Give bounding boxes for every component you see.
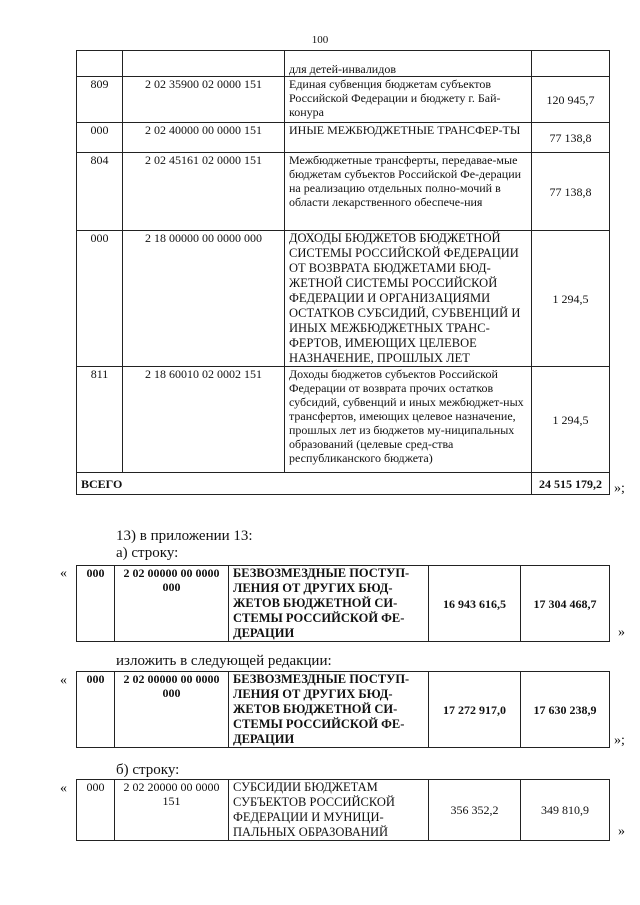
table-cell-text: ДОХОДЫ БЮДЖЕТОВ БЮДЖЕТНОЙ СИСТЕМЫ РОССИЙСКОЙ ФЕДЕРАЦИИ ОТ ВОЗВРАТА БЮДЖЕТАМИ БЮД-ЖЕТНОЙ СИСТЕМЫ РОССИЙСКОЙ ФЕДЕРАЦИИ И ОРГАНИЗАЦИЯМИ ОСТАТКОВ СУБСИДИЙ, СУБВЕНЦИЙ И ИНЫХ МЕЖБЮДЖЕТНЫХ ТРАНС-ФЕРТОВ, ИМЕЮЩИХ ЦЕЛЕВОЕ НАЗНАЧЕНИЕ, ПРОШЛЫХ ЛЕТ [285,231,532,367]
table-cell-value: 77 138,8 [532,153,610,231]
page-number: 100 [311,34,329,46]
subitem-a: а) строку: [116,545,179,561]
table-cell-code: 809 [77,77,123,123]
table-row [77,51,610,77]
subitem-b: б) строку: [116,762,180,778]
open-quote: « [60,566,67,581]
table-cell-kbk: 2 18 00000 00 0000 000 [123,231,285,367]
table-cell-code: 804 [77,153,123,231]
table-cell-kbk: 2 02 20000 00 0000 151 [115,780,229,841]
table-row [77,231,610,367]
table-cell-text: БЕЗВОЗМЕЗДНЫЕ ПОСТУП-ЛЕНИЯ ОТ ДРУГИХ БЮД-ЖЕТОВ БЮДЖЕТНОЙ СИ-СТЕМЫ РОССИЙСКОЙ ФЕ-ДЕРАЦИИ [229,566,429,642]
table-cell-text: для детей-инвалидов [285,51,532,77]
table-cell-value: 17 304 468,7 [521,566,610,642]
table-row [77,77,610,123]
total-value: 24 515 179,2 [532,473,610,495]
close-quote: » [618,824,625,839]
table-cell-value: 77 138,8 [532,123,610,153]
table-cell-kbk: 2 02 40000 00 0000 151 [123,123,285,153]
table-cell-value: 17 272 917,0 [429,672,521,748]
table-cell-text: Единая субвенция бюджетам субъектов Российской Федерации и бюджету г. Бай-конура [285,77,532,123]
row-a-old-table [76,565,610,642]
table-cell-text: СУБСИДИИ БЮДЖЕТАМ СУБЪЕКТОВ РОССИЙСКОЙ ФЕДЕРАЦИИ И МУНИЦИ-ПАЛЬНЫХ ОБРАЗОВАНИЙ [229,780,429,841]
item-heading: 13) в приложении 13: [116,528,253,544]
open-quote: « [60,673,67,688]
row-b-old-table [76,779,610,841]
table-cell-text: Межбюджетные трансферты, передавае-мые бюджетам субъектов Российской Фе-дерации на реализацию отдельных полно-мочий в области лекарственного обеспече-ния [285,153,532,231]
table-cell-text: Доходы бюджетов субъектов Российской Федерации от возврата прочих остатков субсидий, субвенций и иных межбюджет-ных трансфертов, имеющих целевое назначение, прошлых лет из бюджетов му-ниципальных образований (целевые сред-ства республиканского бюджета) [285,367,532,473]
table-cell-text: ИНЫЕ МЕЖБЮДЖЕТНЫЕ ТРАНСФЕР-ТЫ [285,123,532,153]
table-cell-code: 000 [77,123,123,153]
total-label: ВСЕГО [77,473,532,495]
open-quote: « [60,781,67,796]
table-row [77,566,610,642]
table-cell-code: 811 [77,367,123,473]
close-quote: »; [614,481,625,496]
close-quote: » [618,625,625,640]
table-row [77,153,610,231]
table-cell-value: 356 352,2 [429,780,521,841]
table-cell-text: БЕЗВОЗМЕЗДНЫЕ ПОСТУП-ЛЕНИЯ ОТ ДРУГИХ БЮД-ЖЕТОВ БЮДЖЕТНОЙ СИ-СТЕМЫ РОССИЙСКОЙ ФЕ-ДЕРАЦИИ [229,672,429,748]
table-row [77,367,610,473]
table-cell-value: 17 630 238,9 [521,672,610,748]
table-row [77,672,610,748]
main-table [76,50,610,495]
table-row [77,780,610,841]
table-cell-code: 000 [77,672,115,748]
table-cell-value: 349 810,9 [521,780,610,841]
close-quote: »; [614,733,625,748]
table-cell-value: 1 294,5 [532,367,610,473]
table-cell-kbk: 2 02 45161 02 0000 151 [123,153,285,231]
table-cell-code: 000 [77,231,123,367]
table-cell-code: 000 [77,566,115,642]
table-cell-kbk: 2 02 00000 00 0000 000 [115,566,229,642]
table-cell-value: 1 294,5 [532,231,610,367]
table-cell-kbk: 2 02 00000 00 0000 000 [115,672,229,748]
row-a-new-table [76,671,610,748]
table-cell-value: 120 945,7 [532,77,610,123]
table-cell-value: 16 943 616,5 [429,566,521,642]
table-cell-code: 000 [77,780,115,841]
table-cell-kbk: 2 02 35900 02 0000 151 [123,77,285,123]
replace-label: изложить в следующей редакции: [116,653,332,669]
table-row-total [77,473,610,495]
table-cell-kbk: 2 18 60010 02 0002 151 [123,367,285,473]
table-row [77,123,610,153]
